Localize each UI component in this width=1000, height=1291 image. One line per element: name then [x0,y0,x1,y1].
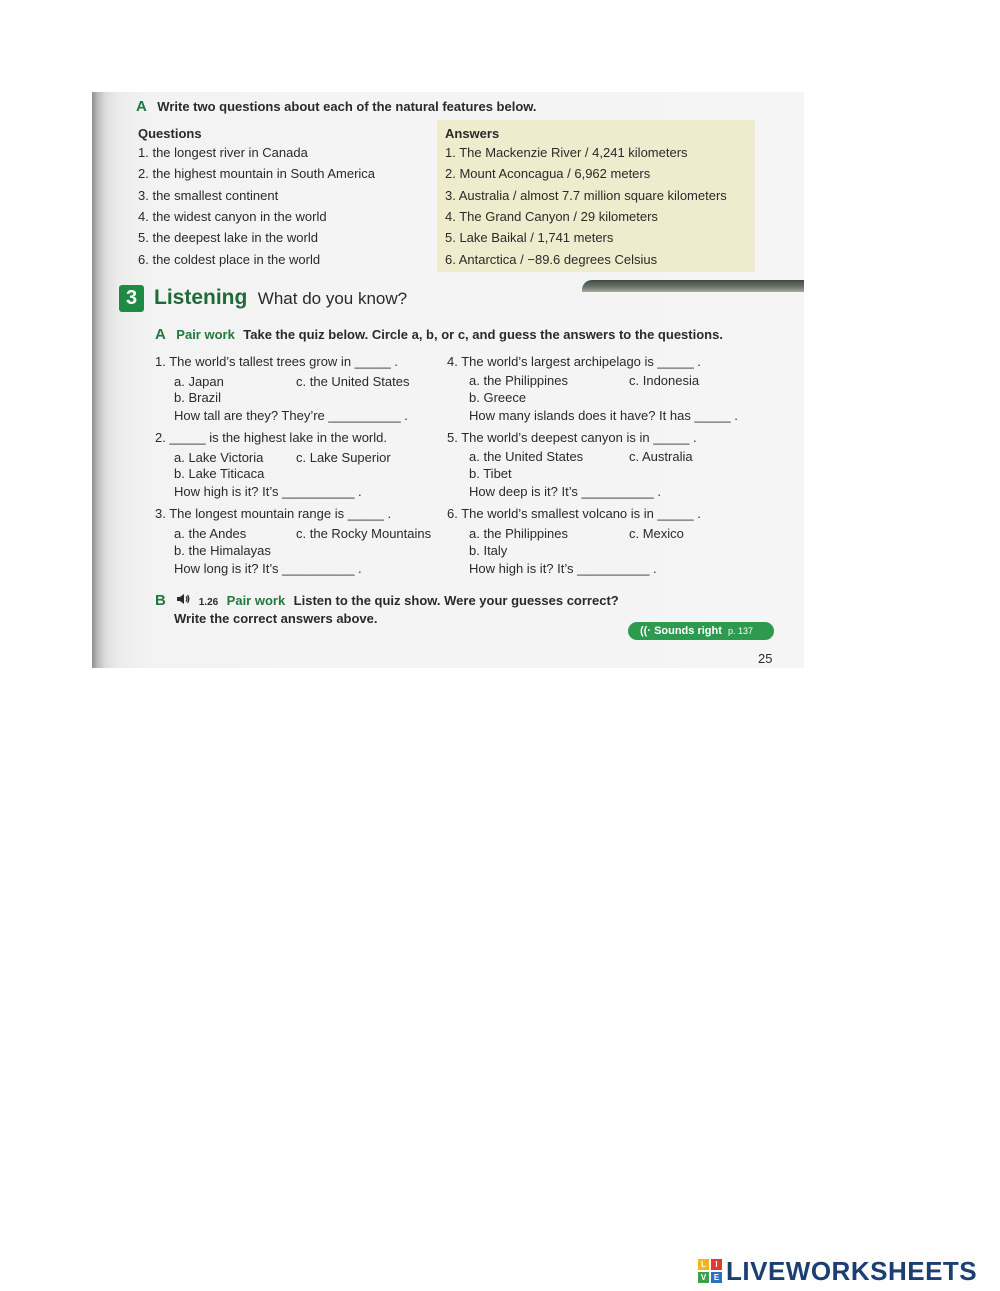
questions-header: Questions [138,126,202,141]
answer-item: 3. Australia / almost 7.7 million square kilometers [445,188,727,203]
section-heading [154,286,407,310]
section-title: Listening [154,286,248,309]
quiz-question: 3. The longest mountain range is _____ . [155,506,392,521]
quiz-b-instruction: Listen to the quiz show. Were your guesses correct? [293,593,619,609]
quiz-option-b[interactable]: b. Brazil [174,390,221,405]
quiz-question: 5. The world’s deepest canyon is in _____ . [447,430,697,445]
quiz-option-a[interactable]: a. the Andes [174,526,247,541]
quiz-option-b[interactable]: b. Lake Titicaca [174,466,265,481]
quiz-follow-up: How high is it? It’s __________ . [174,484,362,499]
quiz-option-c[interactable]: c. Lake Superior [296,450,391,465]
page-number: 25 [758,651,773,666]
logo-block: V [698,1272,709,1283]
quiz-question: 6. The world’s smallest volcano is in _____ . [447,506,701,521]
audio-speaker-icon[interactable] [176,592,190,610]
quiz-b-instruction-line-2: Write the correct answers above. [174,611,378,626]
quiz-question: 2. _____ is the highest lake in the world. [155,430,387,445]
liveworksheets-logo [698,1255,977,1287]
answer-item: 5. Lake Baikal / 1,741 meters [445,230,614,245]
quiz-option-b[interactable]: b. Greece [469,390,527,405]
audio-track-number: 1.26 [198,597,219,609]
question-item: 3. the smallest continent [138,188,279,203]
quiz-a-label: Pair work [176,327,235,342]
quiz-option-b[interactable]: b. Italy [469,543,508,558]
quiz-option-a[interactable]: a. the Philippines [469,373,569,388]
question-item: 1. the longest river in Canada [138,145,308,160]
quiz-option-a[interactable]: a. the United States [469,449,584,464]
question-item: 2. the highest mountain in South America [138,166,376,181]
answers-header: Answers [445,126,500,141]
sound-waves-icon: ((· [640,625,651,637]
quiz-follow-up: How long is it? It’s __________ . [174,561,362,576]
quiz-b-letter: B [155,592,166,610]
quiz-question: 1. The world’s tallest trees grow in _____ . [155,354,399,369]
question-item: 4. the widest canyon in the world [138,209,327,224]
quiz-b-header [155,592,619,610]
quiz-option-b[interactable]: b. the Himalayas [174,543,271,558]
sounds-right-page: p. 137 [727,626,753,636]
quiz-option-a[interactable]: a. the Philippines [469,526,569,541]
quiz-option-c[interactable]: c. Mexico [629,526,684,541]
quiz-b-label: Pair work [226,593,286,609]
quiz-option-c[interactable]: c. the Rocky Mountains [296,526,432,541]
section-subtitle: What do you know? [257,289,408,308]
answer-item: 4. The Grand Canyon / 29 kilometers [445,209,658,224]
sounds-right-label: Sounds right [654,625,722,637]
question-item: 6. the coldest place in the world [138,252,321,267]
quiz-option-a[interactable]: a. Japan [174,374,224,389]
logo-text: LIVEWORKSHEETS [726,1255,978,1286]
logo-block: L [698,1259,709,1270]
answer-item: 1. The Mackenzie River / 4,241 kilometers [445,145,688,160]
part-a-header [136,98,537,116]
quiz-a-header [155,326,723,344]
logo-block: E [711,1272,722,1283]
answer-item: 6. Antarctica / −89.6 degrees Celsius [445,252,658,267]
quiz-option-c[interactable]: c. Australia [629,449,693,464]
photo-strip [582,280,804,292]
part-a-instruction: Write two questions about each of the natural features below. [157,99,537,114]
quiz-follow-up: How high is it? It’s __________ . [469,561,657,576]
quiz-question: 4. The world’s largest archipelago is _____ . [447,354,701,369]
logo-block: I [711,1259,722,1270]
quiz-follow-up: How many islands does it have? It has _____ . [469,408,738,423]
quiz-option-c[interactable]: c. the United States [296,374,410,389]
quiz-option-b[interactable]: b. Tibet [469,466,512,481]
question-item: 5. the deepest lake in the world [138,230,318,245]
quiz-option-a[interactable]: a. Lake Victoria [174,450,264,465]
logo-blocks-icon [698,1259,722,1283]
sounds-right-link[interactable] [628,622,774,640]
quiz-follow-up: How deep is it? It’s __________ . [469,484,662,499]
textbook-page-scan [92,92,804,668]
answer-item: 2. Mount Aconcagua / 6,962 meters [445,166,651,181]
quiz-option-c[interactable]: c. Indonesia [629,373,700,388]
quiz-a-instruction: Take the quiz below. Circle a, b, or c, and guess the answers to the questions. [243,327,723,342]
part-a-letter: A [136,98,147,115]
quiz-follow-up: How tall are they? They’re __________ . [174,408,408,423]
quiz-a-letter: A [155,326,166,343]
section-number-badge: 3 [119,285,144,312]
